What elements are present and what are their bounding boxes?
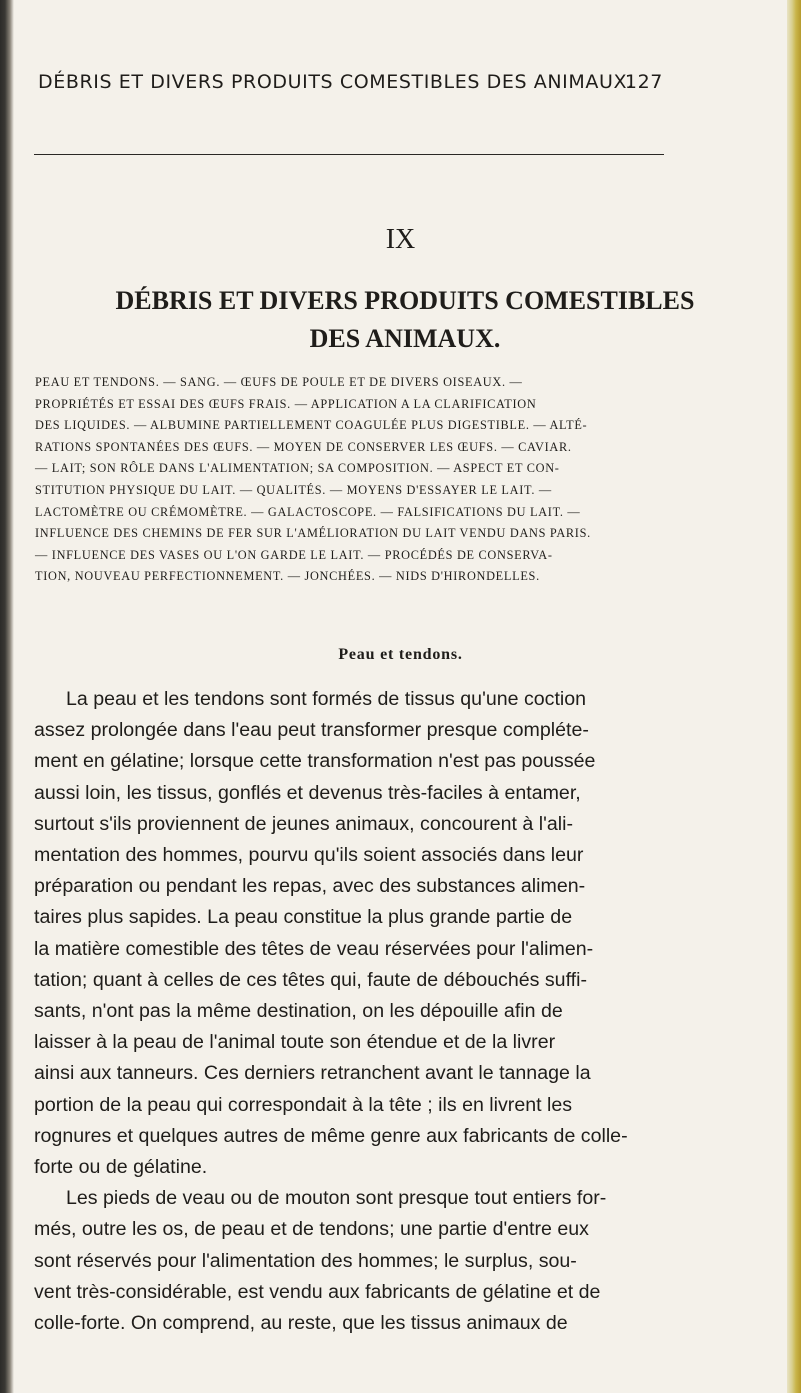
chapter-summary: [35, 372, 705, 588]
page-number: 127: [624, 71, 663, 93]
body-line: préparation ou pendant les repas, avec des substances alimen-: [34, 875, 586, 898]
summary-line: INFLUENCE DES CHEMINS DE FER SUR L'AMÉLIORATION DU LAIT VENDU DANS PARIS.: [35, 526, 591, 541]
summary-line: PEAU ET TENDONS. — SANG. — ŒUFS DE POULE ET DE DIVERS OISEAUX. —: [35, 375, 523, 389]
body-text: [34, 684, 674, 1339]
body-line: taires plus sapides. La peau constitue la plus grande partie de: [34, 906, 573, 929]
header-rule: [34, 154, 664, 155]
body-line: colle-forte. On comprend, au reste, que les tissus animaux de: [34, 1312, 568, 1335]
summary-line: RATIONS SPONTANÉES DES ŒUFS. — MOYEN DE CONSERVER LES ŒUFS. — CAVIAR.: [35, 439, 572, 454]
body-line: laisser à la peau de l'animal toute son étendue et de la livrer: [34, 1031, 556, 1054]
summary-line: TION, NOUVEAU PERFECTIONNEMENT. — JONCHÉES. — NIDS D'HIRONDELLES.: [35, 569, 540, 584]
body-line: sants, n'ont pas la même destination, on les dépouille afin de: [34, 1000, 563, 1023]
summary-line: — LAIT; SON RÔLE DANS L'ALIMENTATION; SA COMPOSITION. — ASPECT ET CON-: [35, 461, 560, 476]
summary-line: DES LIQUIDES. — ALBUMINE PARTIELLEMENT COAGULÉE PLUS DIGESTIBLE. — ALTÉ-: [35, 418, 588, 433]
page-outer-edge: [787, 0, 801, 1393]
section-heading: Peau et tendons.: [338, 646, 463, 663]
body-line: portion de la peau qui correspondait à la tête ; ils en livrent les: [34, 1093, 573, 1116]
chapter-title-line-2: DES ANIMAUX.: [309, 324, 501, 353]
body-line: forte ou de gélatine.: [34, 1156, 208, 1179]
chapter-title: [60, 282, 750, 358]
body-line: rognures et quelques autres de même genre aux fabricants de colle-: [34, 1124, 628, 1147]
body-line: ainsi aux tanneurs. Ces derniers retranchent avant le tannage la: [34, 1062, 591, 1085]
body-line: Les pieds de veau ou de mouton sont presque tout entiers for-: [66, 1187, 607, 1210]
body-line: sont réservés pour l'alimentation des hommes; le surplus, sou-: [34, 1249, 577, 1272]
page-binding-edge: [0, 0, 14, 1393]
body-line: vent très-considérable, est vendu aux fabricants de gélatine et de: [34, 1280, 601, 1303]
body-line: aussi loin, les tissus, gonflés et devenus très-faciles à entamer,: [34, 781, 581, 804]
body-line: assez prolongée dans l'eau peut transformer presque compléte-: [34, 719, 589, 742]
running-head-title: DÉBRIS ET DIVERS PRODUITS COMESTIBLES DES ANIMAUX.: [38, 71, 634, 93]
body-line: la matière comestible des têtes de veau réservées pour l'alimen-: [34, 937, 594, 960]
summary-line: — INFLUENCE DES VASES OU L'ON GARDE LE LAIT. — PROCÉDÉS DE CONSERVA-: [35, 547, 553, 562]
summary-line: PROPRIÉTÉS ET ESSAI DES ŒUFS FRAIS. — APPLICATION A LA CLARIFICATION: [35, 396, 537, 411]
body-line: tation; quant à celles de ces têtes qui, faute de débouchés suffi-: [34, 968, 587, 991]
summary-line: LACTOMÈTRE OU CRÉMOMÈTRE. — GALACTOSCOPE. — FALSIFICATIONS DU LAIT. —: [35, 504, 581, 519]
chapter-number: IX: [385, 224, 416, 255]
body-line: més, outre les os, de peau et de tendons; une partie d'entre eux: [34, 1218, 589, 1241]
chapter-title-line-1: DÉBRIS ET DIVERS PRODUITS COMESTIBLES: [115, 286, 695, 315]
body-line: La peau et les tendons sont formés de tissus qu'une coction: [66, 688, 587, 710]
body-line: mentation des hommes, pourvu qu'ils soient associés dans leur: [34, 844, 584, 867]
body-line: ment en gélatine; lorsque cette transformation n'est pas poussée: [34, 750, 596, 773]
summary-line: STITUTION PHYSIQUE DU LAIT. — QUALITÉS. — MOYENS D'ESSAYER LE LAIT. —: [35, 482, 552, 497]
body-line: surtout s'ils proviennent de jeunes animaux, concourent à l'ali-: [34, 812, 573, 835]
